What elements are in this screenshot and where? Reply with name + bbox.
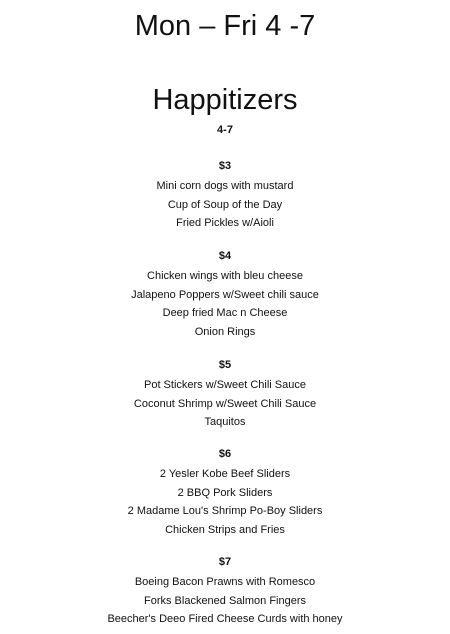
menu-item: Jalapeno Poppers w/Sweet chili sauce bbox=[131, 288, 319, 301]
menu-item: 2 BBQ Pork Sliders bbox=[177, 486, 273, 499]
hours-heading: Mon – Fri 4 -7 bbox=[134, 10, 316, 42]
menu-item: Forks Blackened Salmon Fingers bbox=[143, 594, 306, 607]
menu-item: Deep fried Mac n Cheese bbox=[162, 307, 288, 320]
menu-item: 2 Yesler Kobe Beef Sliders bbox=[159, 468, 291, 480]
section-price: $5 bbox=[218, 359, 232, 371]
price-section-4 bbox=[0, 248, 450, 342]
menu-item: 2 Madame Lou's Shrimp Po-Boy Sliders bbox=[127, 505, 323, 518]
menu-item: Fried Pickles w/Aioli bbox=[176, 217, 274, 230]
menu-subtitle: 4-7 bbox=[217, 124, 233, 136]
section-price: $4 bbox=[218, 250, 232, 262]
menu-item: Onion Rings bbox=[194, 326, 256, 339]
price-section-3 bbox=[0, 158, 450, 233]
menu-item: Beecher's Deeo Fired Cheese Curds with honey bbox=[107, 613, 343, 626]
section-price: $7 bbox=[218, 556, 232, 568]
menu-item: Coconut Shrimp w/Sweet Chili Sauce bbox=[133, 397, 317, 410]
menu-item: Chicken Strips and Fries bbox=[165, 524, 285, 537]
price-section-5 bbox=[0, 357, 450, 432]
menu-item: Mini corn dogs with mustard bbox=[156, 180, 294, 192]
menu-title: Happitizers bbox=[152, 84, 298, 116]
price-section-7 bbox=[0, 554, 450, 629]
menu-item: Cup of Soup of the Day bbox=[167, 198, 283, 211]
menu-item: Chicken wings with bleu cheese bbox=[147, 270, 303, 282]
menu-item: Pot Stickers w/Sweet Chili Sauce bbox=[143, 379, 306, 391]
section-price: $3 bbox=[218, 160, 232, 172]
price-section-6 bbox=[0, 446, 450, 540]
section-price: $6 bbox=[218, 448, 232, 460]
menu-item: Taquitos bbox=[204, 416, 246, 429]
menu-item: Boeing Bacon Prawns with Romesco bbox=[134, 576, 316, 588]
